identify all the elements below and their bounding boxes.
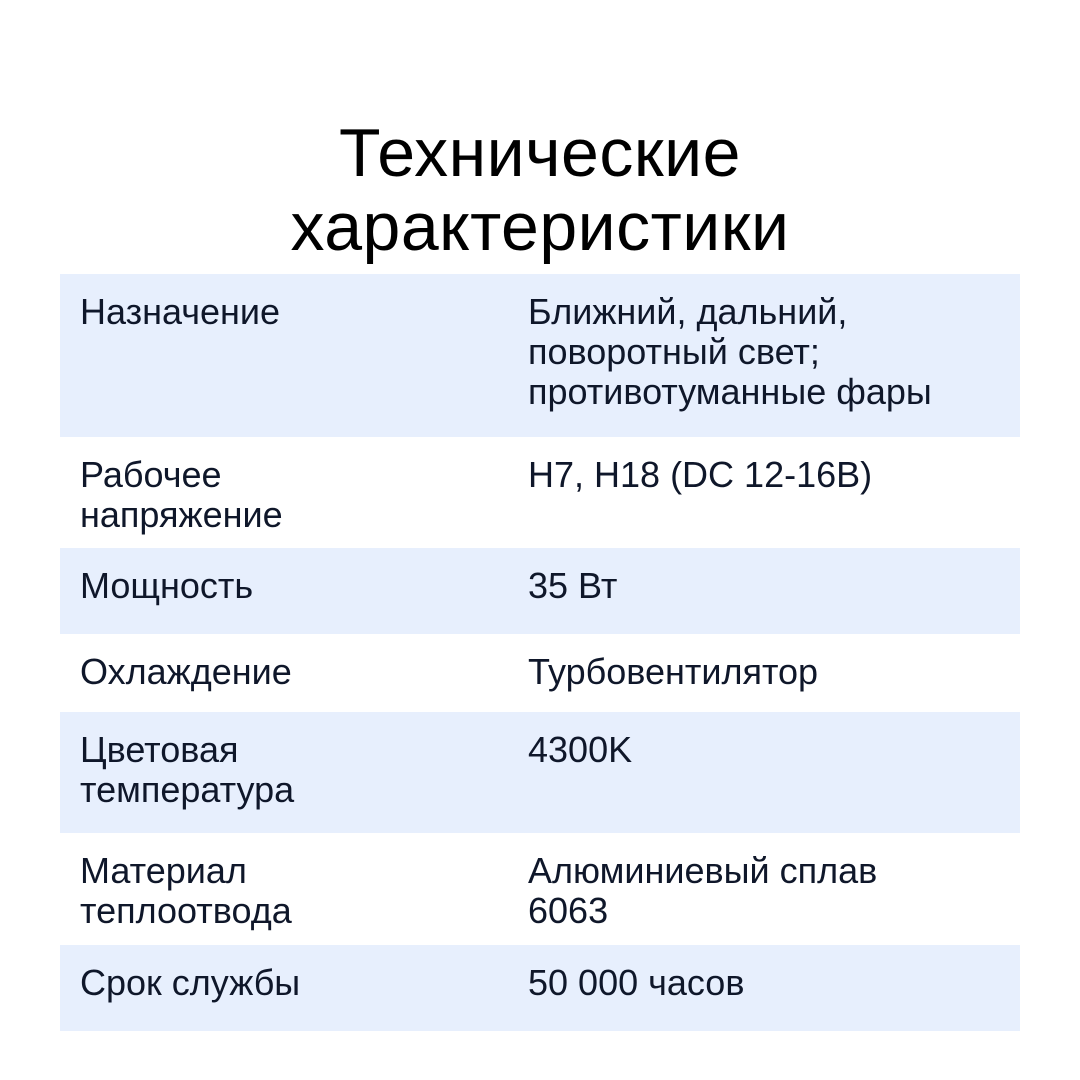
- page-title: [0, 116, 1080, 264]
- spec-value-line: противотуманные фары: [528, 371, 932, 412]
- page-title-line-2: характеристики: [290, 188, 790, 265]
- spec-name: [80, 730, 528, 833]
- spec-name: [80, 652, 528, 712]
- spec-row-heatsink-material: [60, 833, 1020, 945]
- spec-name: [80, 292, 528, 437]
- spec-name-line: Материал: [80, 850, 247, 891]
- spec-value-line: Ближний, дальний,: [528, 291, 848, 332]
- spec-row-cooling: [60, 634, 1020, 712]
- spec-value: [528, 851, 1000, 945]
- spec-row-voltage: [60, 437, 1020, 548]
- spec-value-line: H7, H18 (DC 12-16В): [528, 454, 873, 495]
- page-title-line-1: Технические: [339, 114, 741, 191]
- spec-value-line: 4300K: [528, 729, 633, 770]
- spec-name: [80, 851, 528, 945]
- spec-value: [528, 566, 1000, 634]
- spec-name: [80, 566, 528, 634]
- spec-name-line: Срок службы: [80, 962, 301, 1003]
- spec-name-line: теплоотвода: [80, 890, 292, 931]
- spec-name-line: Назначение: [80, 291, 281, 332]
- spec-name-line: Мощность: [80, 565, 254, 606]
- spec-name-line: Цветовая: [80, 729, 239, 770]
- spec-value-line: 35 Вт: [528, 565, 618, 606]
- spec-name-line: Охлаждение: [80, 651, 292, 692]
- spec-value: [528, 730, 1000, 833]
- spec-value-line: 50 000 часов: [528, 962, 745, 1003]
- spec-name-line: температура: [80, 769, 295, 810]
- spec-row-power: [60, 548, 1020, 634]
- spec-value-line: Алюминиевый сплав: [528, 850, 878, 891]
- specs-table: [60, 274, 1020, 1031]
- spec-row-color-temperature: [60, 712, 1020, 833]
- spec-row-service-life: [60, 945, 1020, 1031]
- spec-value: [528, 652, 1000, 712]
- spec-name: [80, 455, 528, 548]
- spec-name-line: Рабочее: [80, 454, 222, 495]
- spec-name: [80, 963, 528, 1031]
- spec-row-purpose: [60, 274, 1020, 437]
- spec-value-line: поворотный свет;: [528, 331, 820, 372]
- spec-value: [528, 963, 1000, 1031]
- spec-value-line: 6063: [528, 890, 609, 931]
- spec-value: [528, 455, 1000, 548]
- spec-value-line: Турбовентилятор: [528, 651, 819, 692]
- spec-name-line: напряжение: [80, 494, 283, 535]
- spec-value: [528, 292, 1000, 437]
